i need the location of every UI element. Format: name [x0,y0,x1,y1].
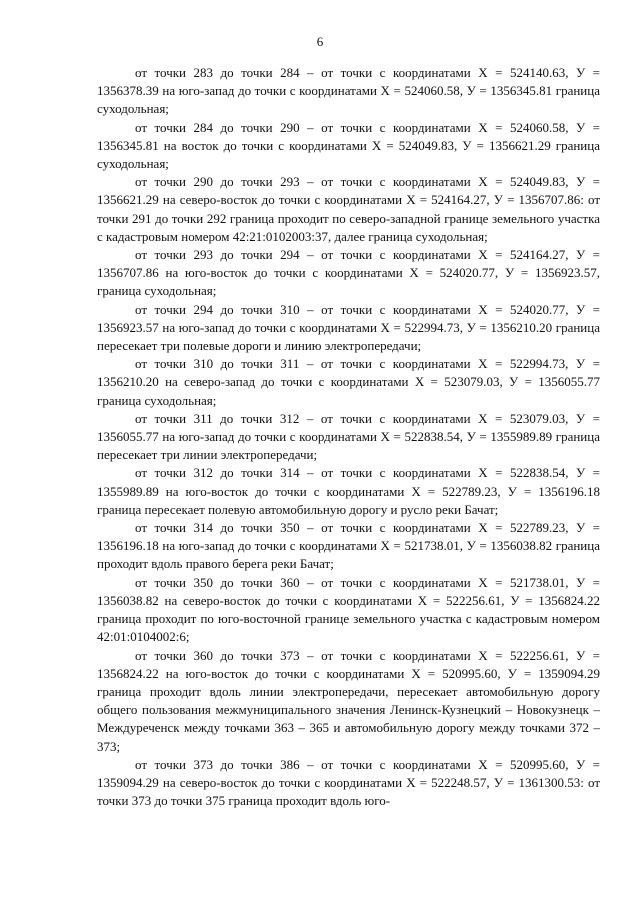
paragraph: от точки 310 до точки 311 – от точки с координатами Х = 522994.73, У = 1356210.20 на северо-запад до точки с координатами Х = 523079.03, У = 1356055.77 граница суходольная; [97,356,600,408]
paragraph: от точки 360 до точки 373 – от точки с координатами Х = 522256.61, У = 1356824.22 на юго-восток до точки с координатами Х = 520995.60, У = 1359094.29 граница проходит вдоль линии электропередачи, пересекает автомобильную дорогу общего пользования межмуниципального значения Ленинск-Кузнецкий – Новокузнецк – Междуреченск между точками 363 – 365 и автомобильную дорогу между точками 372 – 373; [97,647,600,754]
body-text [97,64,600,810]
paragraph: от точки 312 до точки 314 – от точки с координатами Х = 522838.54, У = 1355989.89 на юго-восток до точки с координатами Х = 522789.23, У = 1356196.18 граница пересекает полевую автомобильную дорогу и русло реки Бачат; [97,465,600,517]
paragraph: от точки 311 до точки 312 – от точки с координатами Х = 523079.03, У = 1356055.77 на юго-запад до точки с координатами Х = 522838.54, У = 1355989.89 граница пересекает три линии электропередачи; [97,410,600,463]
paragraph: от точки 284 до точки 290 – от точки с координатами Х = 524060.58, У = 1356345.81 на восток до точки с координатами Х = 524049.83, У = 1356621.29 граница суходольная; [97,119,600,172]
paragraph: от точки 290 до точки 293 – от точки с координатами Х = 524049.83, У = 1356621.29 на северо-восток до точки с координатами Х = 524164.27, У = 1356707.86: от точки 291 до точки 292 граница проходит по северо-западной границе земельного участка с кадастровым номером 42:21:0102003:37, далее граница суходольная; [97,174,600,244]
paragraph: от точки 314 до точки 350 – от точки с координатами Х = 522789.23, У = 1356196.18 на юго-запад до точки с координатами Х = 521738.01, У = 1356038.82 граница проходит вдоль правого берега реки Бачат; [97,520,600,572]
paragraph: от точки 293 до точки 294 – от точки с координатами Х = 524164.27, У = 1356707.86 на юго-восток до точки с координатами Х = 524020.77, У = 1356923.57, граница суходольная; [97,247,600,299]
page-number: 6 [316,34,324,49]
paragraph: от точки 294 до точки 310 – от точки с координатами Х = 524020.77, У = 1356923.57 на юго-запад до точки с координатами Х = 522994.73, У = 1356210.20 граница пересекает три полевые дороги и линию электропередачи; [97,301,600,354]
paragraph: от точки 350 до точки 360 – от точки с координатами Х = 521738.01, У = 1356038.82 на северо-восток до точки с координатами Х = 522256.61, У = 1356824.22 граница проходит по юго-восточной границе земельного участка с кадастровым номером 42:01:0104002:6; [97,574,600,645]
paragraph: от точки 373 до точки 386 – от точки с координатами Х = 520995.60, У = 1359094.29 на северо-восток до точки с координатами Х = 522248.57, У = 1361300.53: от точки 373 до точки 375 граница проходит вдоль юго- [97,756,600,809]
paragraph: от точки 283 до точки 284 – от точки с координатами Х = 524140.63, У = 1356378.39 на юго-запад до точки с координатами Х = 524060.58, У = 1356345.81 граница суходольная; [97,65,600,117]
